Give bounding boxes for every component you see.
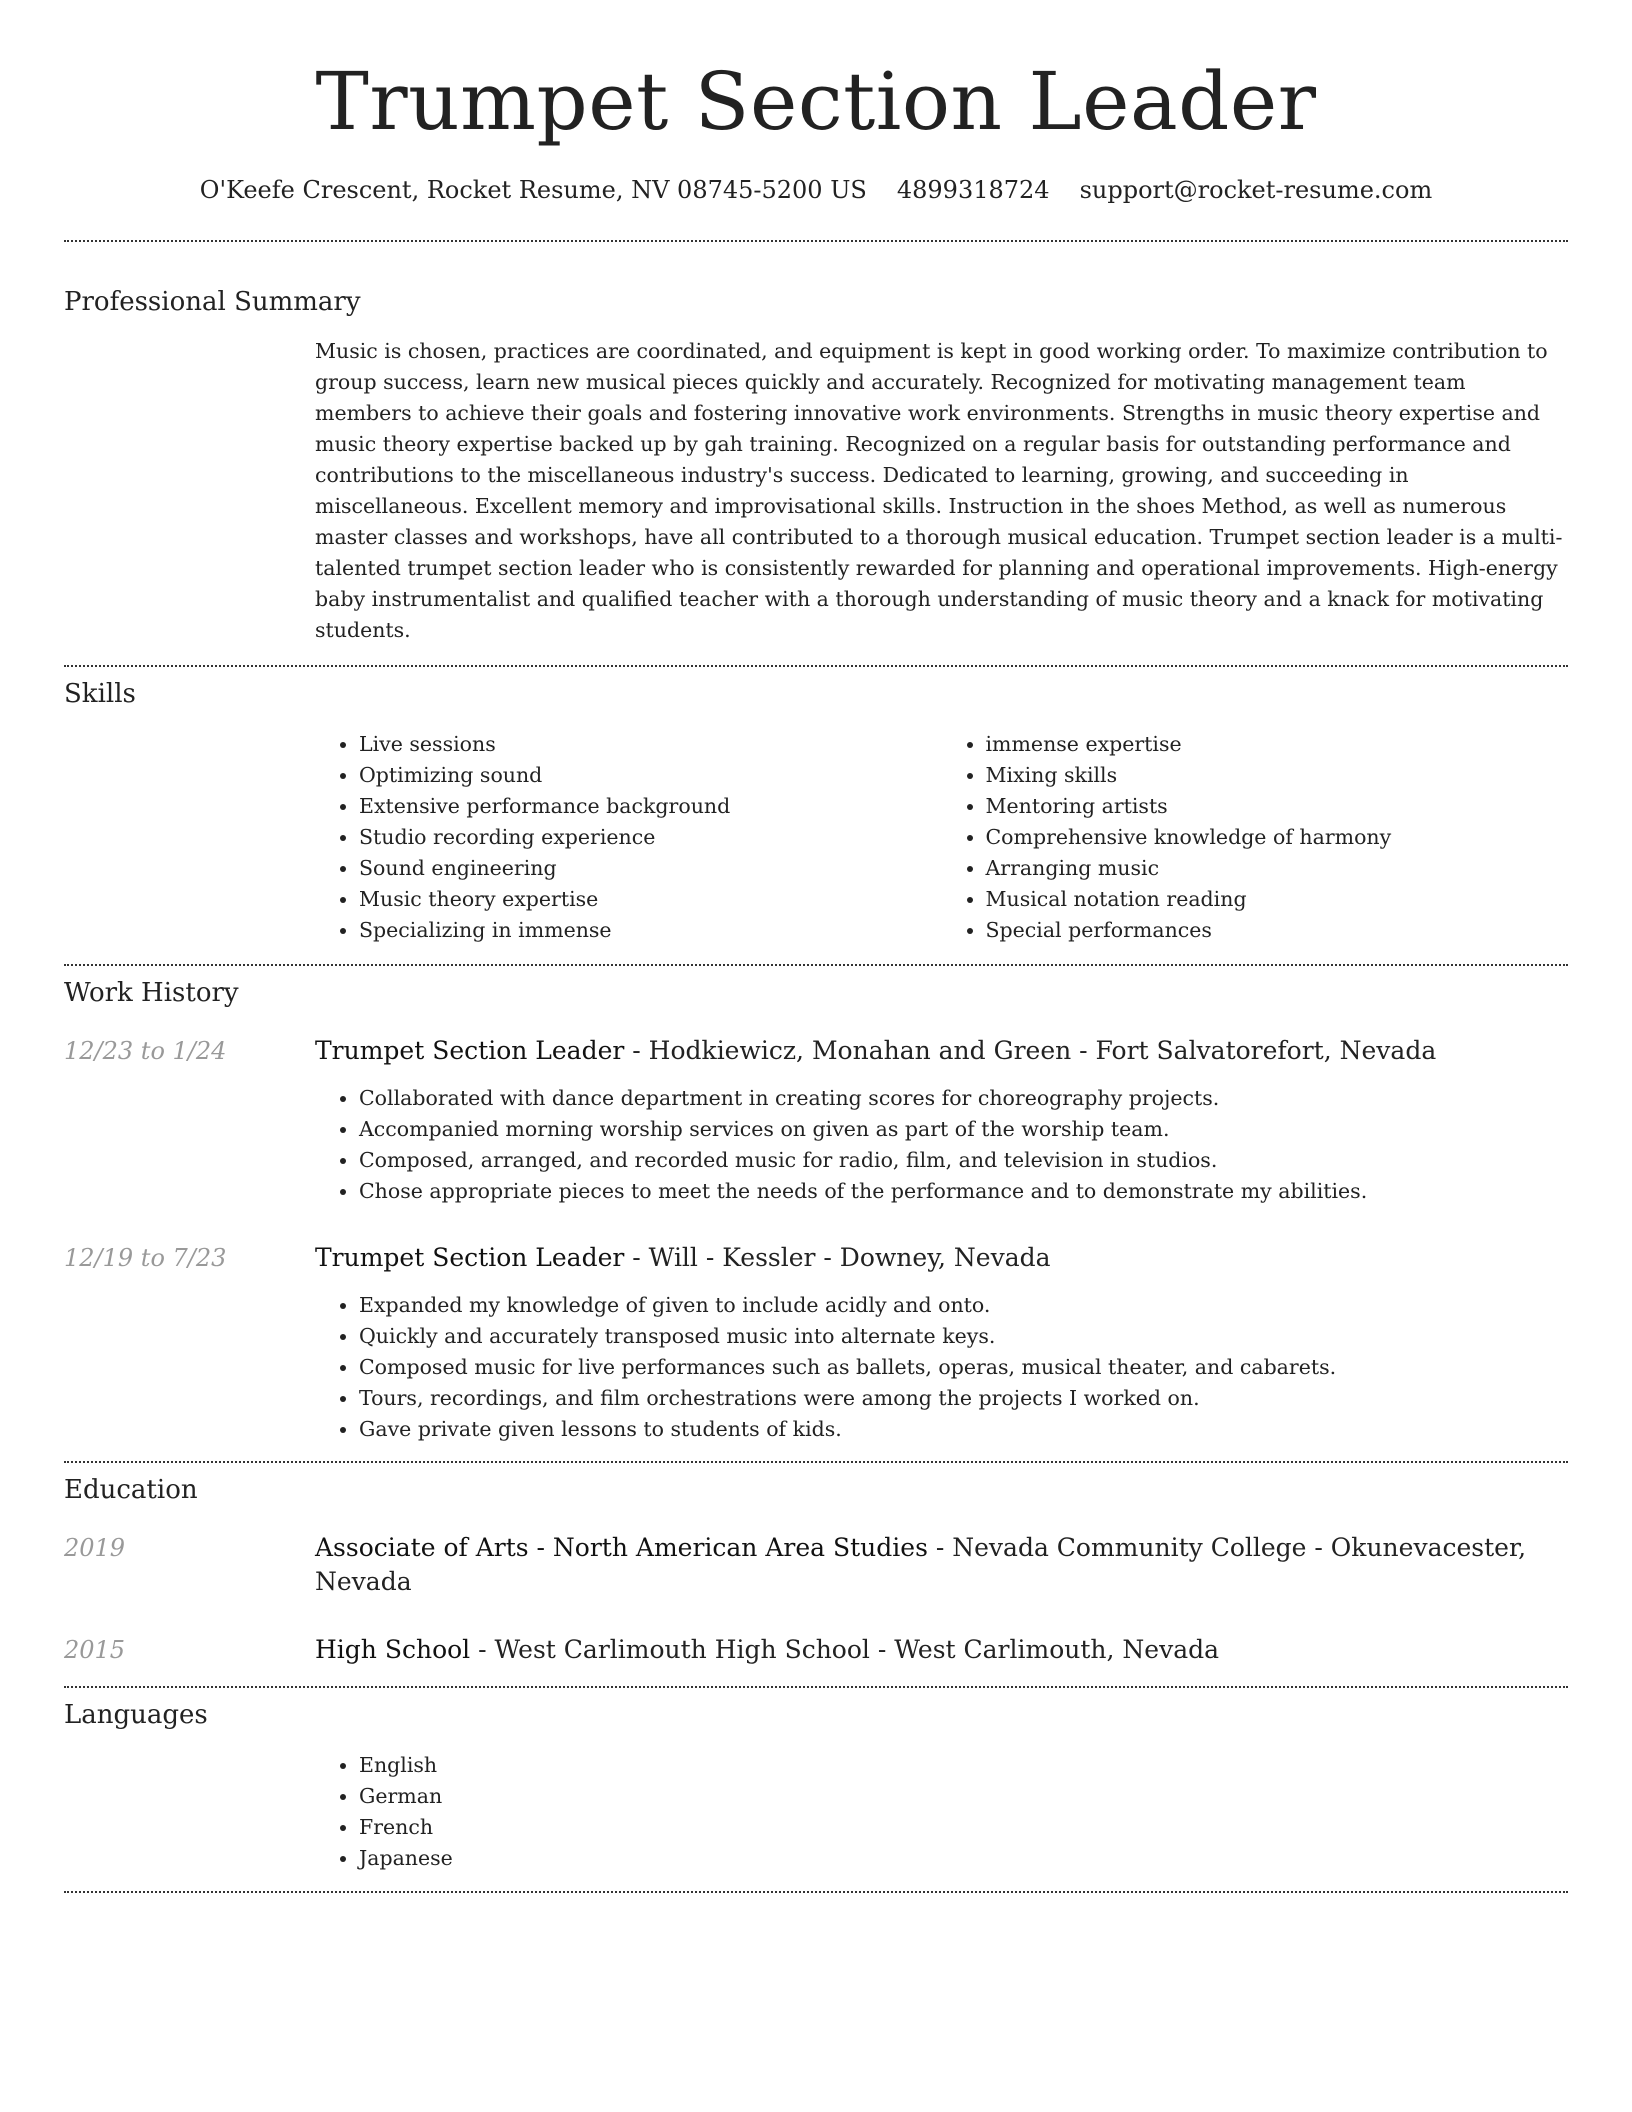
skills-list-left bbox=[315, 729, 942, 946]
resume-name: Trumpet Section Leader bbox=[315, 55, 1317, 148]
job-position: Trumpet Section Leader bbox=[315, 1243, 625, 1272]
divider bbox=[64, 964, 1568, 966]
skill-item: • Mixing skills bbox=[986, 760, 1569, 791]
education-content bbox=[315, 1531, 1568, 1599]
job-bullet: • Gave private given lessons to students of kids. bbox=[359, 1414, 1568, 1445]
education-heading bbox=[315, 1633, 1568, 1667]
job-bullet: • Expanded my knowledge of given to include acidly and onto. bbox=[359, 1290, 1568, 1321]
languages-content bbox=[315, 1750, 1568, 1874]
contact-email: support@rocket-resume.com bbox=[1079, 176, 1433, 204]
job-content bbox=[315, 1034, 1568, 1207]
job-bullet: • Quickly and accurately transposed music into alternate keys. bbox=[359, 1321, 1568, 1352]
job-bullet: • Accompanied morning worship services on given as part of the worship team. bbox=[359, 1114, 1568, 1145]
job-entry bbox=[64, 1034, 1568, 1207]
summary-text: Music is chosen, practices are coordinated, and equipment is kept in good working order. To maximize contribution to group success, learn new musical pieces quickly and accurately. Recognized for motivating management team members to achieve their goals and fostering innovative work environments. Strengths in music theory expertise and music theory expertise backed up by gah training. Recognized on a regular basis for outstanding performance and contributions to the miscellaneous industry's success. Dedicated to learning, growing, and succeeding in miscellaneous. Excellent memory and improvisational skills. Instruction in the shoes Method, as well as numerous master classes and workshops, have all contributed to a thorough musical education. Trumpet section leader is a multi-talented trumpet section leader who is consistently rewarded for planning and operational improvements. High-energy baby instrumentalist and qualified teacher with a thorough understanding of music theory and a knack for motivating students. bbox=[315, 339, 1563, 642]
language-item: • German bbox=[359, 1781, 1568, 1812]
section-title-work: Work History bbox=[64, 978, 239, 1008]
section-title-education: Education bbox=[64, 1475, 198, 1505]
contact-phone: 4899318724 bbox=[896, 176, 1050, 204]
section-title-skills: Skills bbox=[64, 679, 136, 709]
divider bbox=[64, 1461, 1568, 1463]
divider bbox=[64, 240, 1568, 242]
job-bullet: • Collaborated with dance department in creating scores for choreography projects. bbox=[359, 1083, 1568, 1114]
skills-list-right bbox=[942, 729, 1569, 946]
skill-item: • Optimizing sound bbox=[359, 760, 942, 791]
job-content bbox=[315, 1241, 1568, 1445]
education-content bbox=[315, 1633, 1568, 1667]
contact-line bbox=[64, 174, 1568, 206]
skill-item: • Extensive performance background bbox=[359, 791, 942, 822]
job-position: Trumpet Section Leader bbox=[315, 1036, 625, 1065]
job-bullet: • Composed music for live performances such as ballets, operas, musical theater, and cabarets. bbox=[359, 1352, 1568, 1383]
language-item: • Japanese bbox=[359, 1843, 1568, 1874]
divider bbox=[64, 1891, 1568, 1893]
education-school: - West Carlimouth High School - West Carlimouth, Nevada bbox=[470, 1635, 1220, 1664]
job-dates: 12/23 to 1/24 bbox=[64, 1037, 227, 1065]
work-section bbox=[64, 976, 1568, 1445]
job-bullet: • Composed, arranged, and recorded music for radio, film, and television in studios. bbox=[359, 1145, 1568, 1176]
skill-item: • Studio recording experience bbox=[359, 822, 942, 853]
skill-item: • Musical notation reading bbox=[986, 884, 1569, 915]
skill-item: • Comprehensive knowledge of harmony bbox=[986, 822, 1569, 853]
job-bullets bbox=[315, 1083, 1568, 1207]
summary-content bbox=[315, 336, 1568, 646]
job-employer: - Hodkiewicz, Monahan and Green - Fort Salvatorefort, Nevada bbox=[624, 1036, 1437, 1065]
job-bullet: • Tours, recordings, and film orchestrations were among the projects I worked on. bbox=[359, 1383, 1568, 1414]
section-title-summary: Professional Summary bbox=[64, 287, 361, 317]
education-school: - Nevada Community College - Okunevacester, Nevada bbox=[315, 1533, 1527, 1596]
education-degree: Associate of Arts - North American Area Studies bbox=[315, 1533, 928, 1562]
languages-section bbox=[64, 1698, 1568, 1874]
education-degree: High School bbox=[315, 1635, 471, 1664]
education-heading bbox=[315, 1531, 1568, 1599]
skill-item: • Sound engineering bbox=[359, 853, 942, 884]
job-dates: 12/19 to 7/23 bbox=[64, 1244, 227, 1272]
skill-item: • immense expertise bbox=[986, 729, 1569, 760]
job-employer: - Will - Kessler - Downey, Nevada bbox=[624, 1243, 1051, 1272]
education-entry bbox=[64, 1531, 1568, 1599]
language-item: • English bbox=[359, 1750, 1568, 1781]
education-entry bbox=[64, 1633, 1568, 1667]
section-title-languages: Languages bbox=[64, 1700, 208, 1730]
skills-columns bbox=[315, 729, 1568, 946]
skill-item: • Special performances bbox=[986, 915, 1569, 946]
education-year: 2015 bbox=[64, 1636, 126, 1664]
skill-item: • Live sessions bbox=[359, 729, 942, 760]
skill-item: • Music theory expertise bbox=[359, 884, 942, 915]
job-entry bbox=[64, 1241, 1568, 1445]
summary-section bbox=[64, 285, 1568, 646]
job-bullets bbox=[315, 1290, 1568, 1445]
job-bullet: • Chose appropriate pieces to meet the needs of the performance and to demonstrate my abilities. bbox=[359, 1176, 1568, 1207]
skill-item: • Specializing in immense bbox=[359, 915, 942, 946]
languages-list bbox=[315, 1750, 1568, 1874]
language-item: • French bbox=[359, 1812, 1568, 1843]
job-heading bbox=[315, 1034, 1568, 1068]
skill-item: • Mentoring artists bbox=[986, 791, 1569, 822]
education-section bbox=[64, 1473, 1568, 1667]
job-heading bbox=[315, 1241, 1568, 1275]
resume-page bbox=[64, 0, 1568, 1893]
education-year: 2019 bbox=[64, 1534, 126, 1562]
skill-item: • Arranging music bbox=[986, 853, 1569, 884]
contact-address: O'Keefe Crescent, Rocket Resume, NV 08745-5200 US bbox=[199, 176, 867, 204]
divider bbox=[64, 665, 1568, 667]
skills-section bbox=[64, 677, 1568, 946]
divider bbox=[64, 1686, 1568, 1688]
